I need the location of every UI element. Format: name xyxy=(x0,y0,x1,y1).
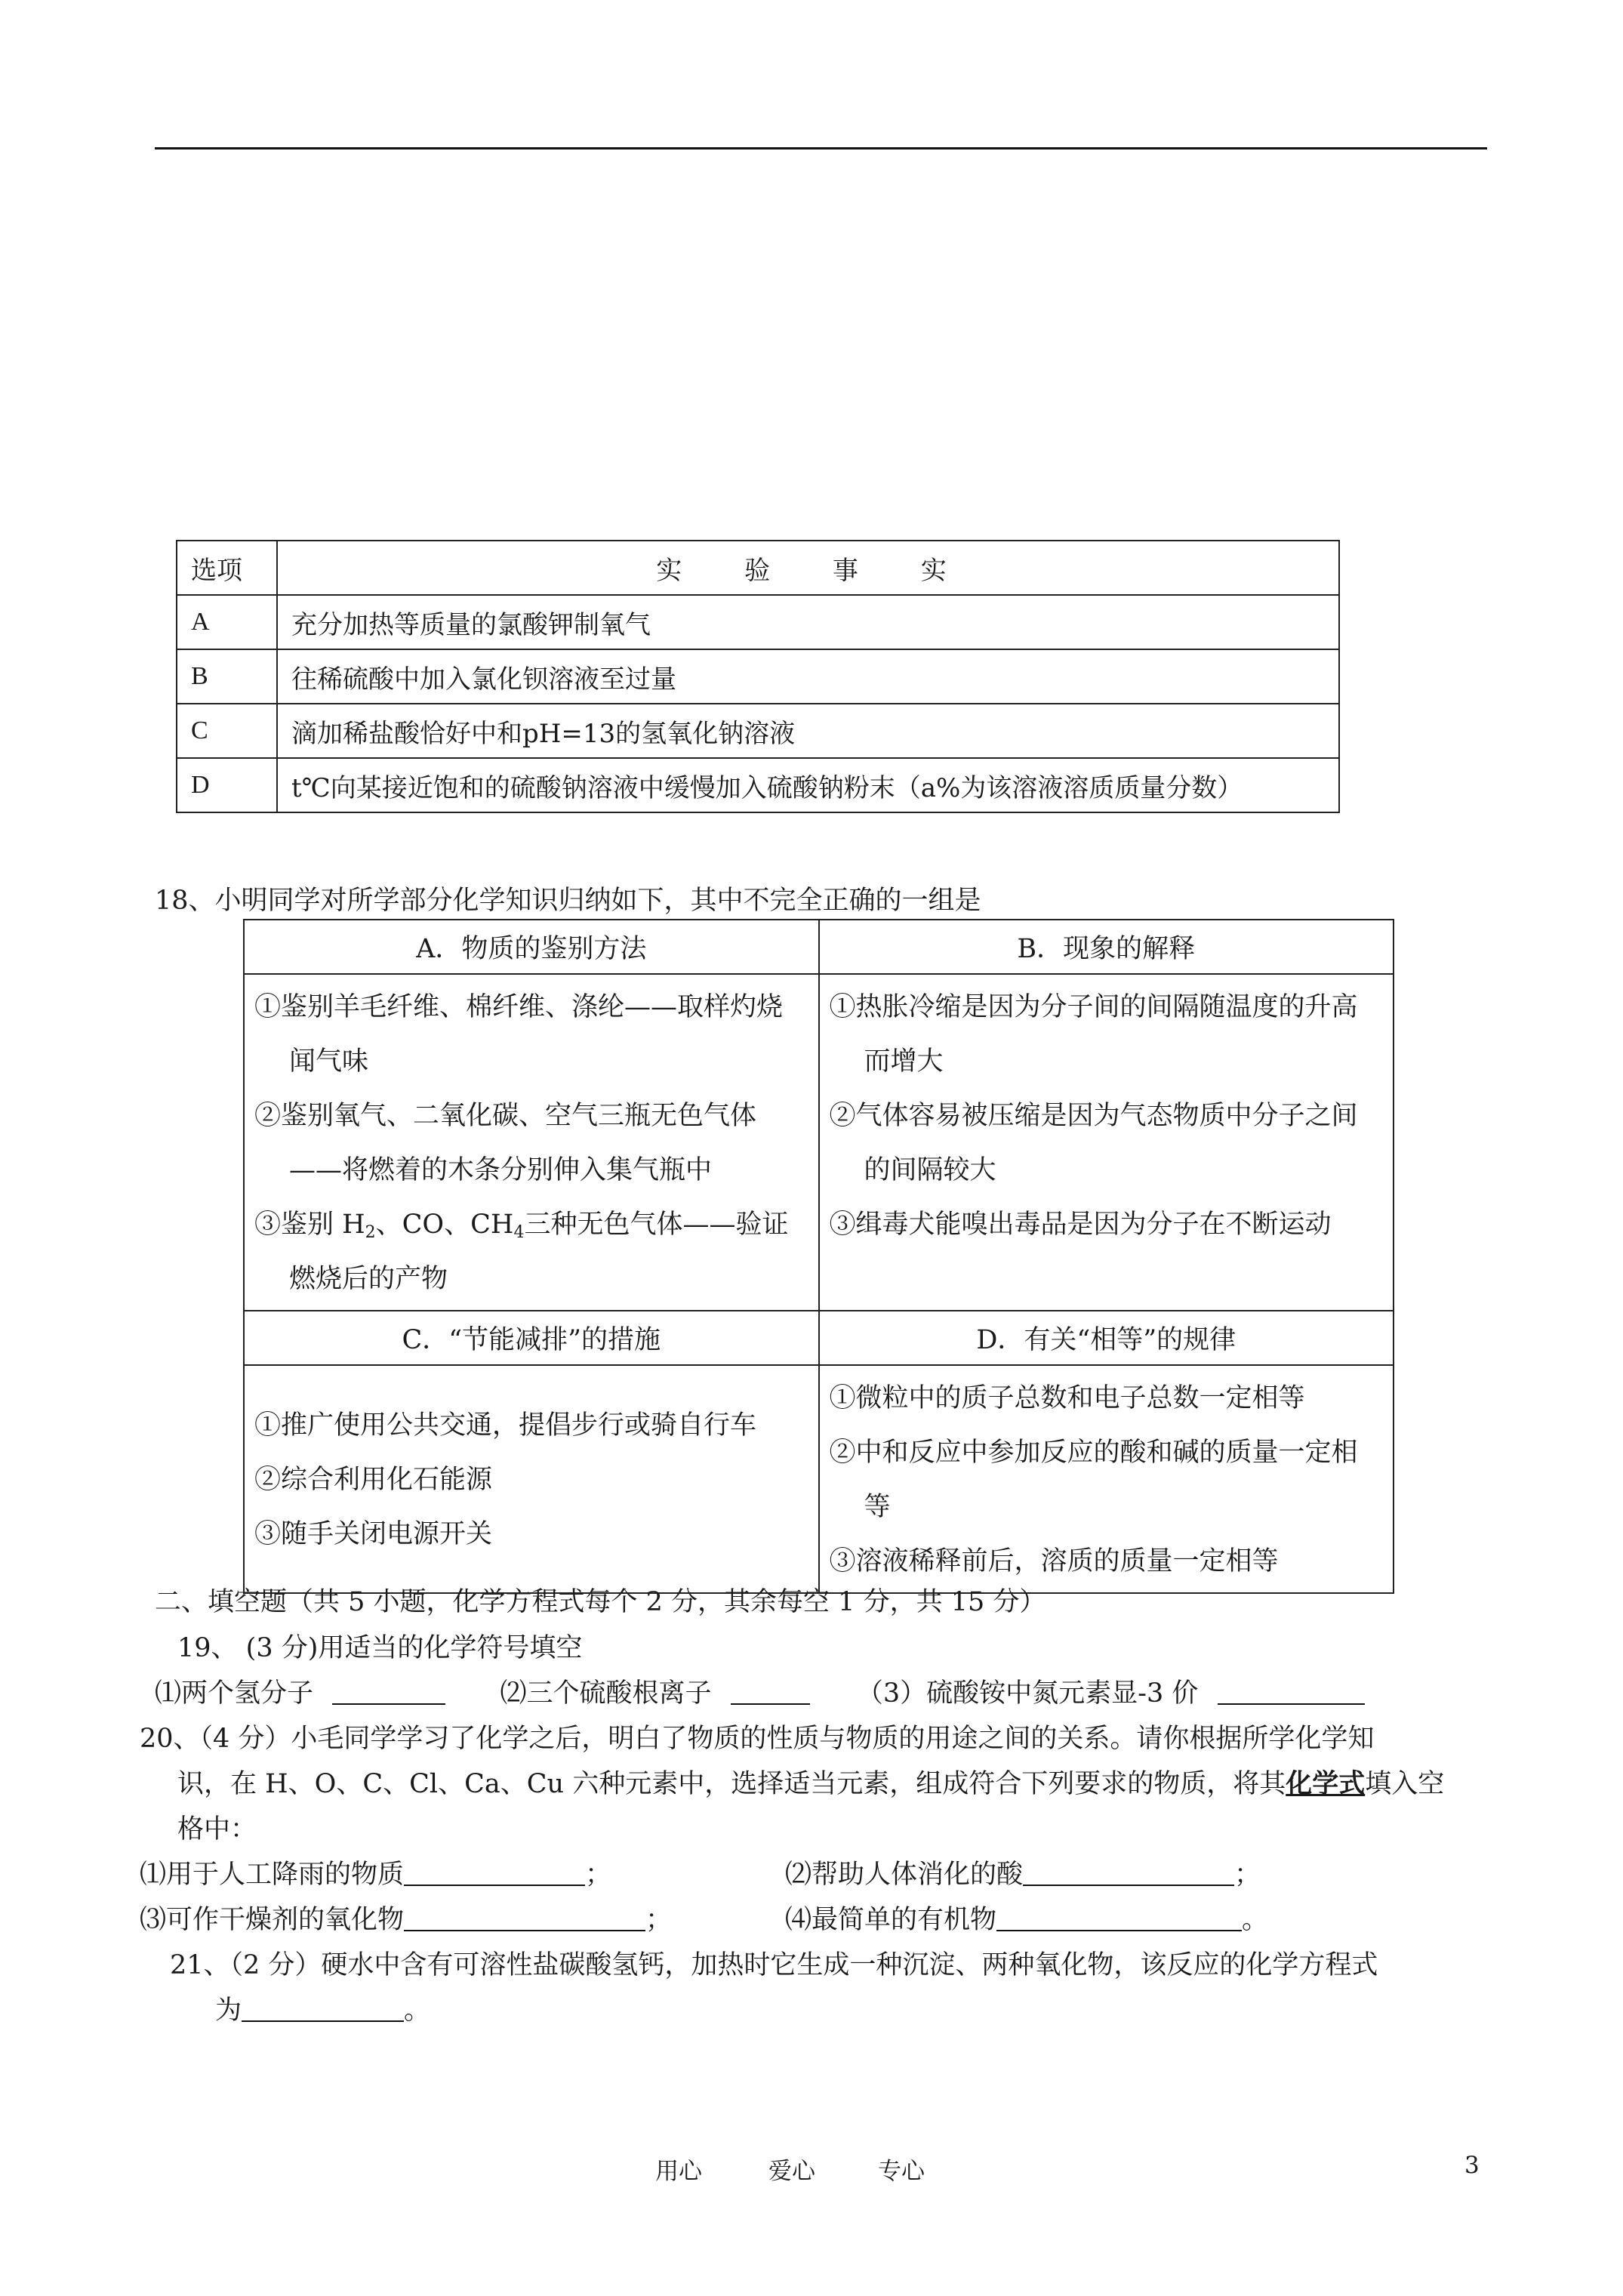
list-item: ③溶液稀释前后，溶质的质量一定相等 xyxy=(829,1546,1279,1576)
question-18-stem: 18、小明同学对所学部分化学知识归纳如下，其中不完全正确的一组是 xyxy=(155,886,981,916)
section-b-title: B．现象的解释 xyxy=(819,920,1394,974)
list-item: ②气体容易被压缩是因为气态物质中分子之间的间隔较大 xyxy=(829,1101,1358,1185)
section-a-content xyxy=(244,974,819,1311)
row-option: B xyxy=(177,649,277,704)
section-2-note: （共 5 小题，化学方程式每个 2 分，其余每空 1 分，共 15 分） xyxy=(287,1587,1046,1617)
table-header-row xyxy=(177,541,1339,595)
experiment-facts-table xyxy=(176,540,1340,813)
q20-answer-1[interactable] xyxy=(404,1860,585,1886)
footer-motto-1: 用心 xyxy=(655,2158,702,2185)
row-option: C xyxy=(177,704,277,758)
list-item: ③鉴别 $H_2$、CO、$CH_4$三种无色气体——验证燃烧后的产物 xyxy=(254,1210,789,1294)
question-20-line-2: 识，在 H、O、C、Cl、Ca、Cu 六种元素中，选择适当元素，组成符合下列要求的物质，将其化学式填入空 xyxy=(177,1768,1445,1799)
table-row xyxy=(177,595,1339,649)
section-a-title: A．物质的鉴别方法 xyxy=(244,920,819,974)
list-item: ③缉毒犬能嗅出毒品是因为分子在不断运动 xyxy=(829,1210,1332,1240)
table-row xyxy=(177,758,1339,812)
q19-part-2: ⑵三个硫酸根离子 xyxy=(500,1678,712,1709)
row-option: D xyxy=(177,758,277,812)
q20-part-1: ⑴用于人工降雨的物质 xyxy=(140,1860,405,1890)
q19-answer-2[interactable] xyxy=(731,1679,810,1705)
row-fact: 滴加稀盐酸恰好中和pH=13的氢氧化钠溶液 xyxy=(277,704,1339,758)
q20-answer-4[interactable] xyxy=(996,1906,1242,1931)
q20-answer-3[interactable] xyxy=(404,1906,645,1931)
question-20-line-3: 格中： xyxy=(177,1814,257,1845)
q20-part-4: ⑷最简单的有机物 xyxy=(785,1905,997,1935)
section-d-title: D．有关“相等”的规律 xyxy=(819,1311,1394,1365)
page-number: 3 xyxy=(1464,2152,1480,2179)
list-item: ③随手关闭电源开关 xyxy=(254,1519,493,1549)
section-c-content xyxy=(244,1365,819,1593)
question-19-stem: 19、 (3 分)用适当的化学符号填空 xyxy=(177,1633,583,1663)
footer-motto-2: 爱心 xyxy=(768,2158,815,2185)
q20-part-1-row: ⑴用于人工降雨的物质 ； xyxy=(140,1860,612,1890)
list-item: ②鉴别氧气、二氧化碳、空气三瓶无色气体——将燃着的木条分别伸入集气瓶中 xyxy=(254,1101,757,1185)
q19-part-1: ⑴两个氢分子 xyxy=(155,1678,314,1709)
list-item: ①热胀冷缩是因为分子间的间隔随温度的升高而增大 xyxy=(829,992,1358,1077)
q19-part-3: （3）硫酸铵中氮元素显-3 价 xyxy=(856,1678,1199,1709)
q20-part-3-row: ⑶可作干燥剂的氧化物 ； xyxy=(140,1905,673,1935)
q19-answer-1[interactable] xyxy=(332,1679,445,1705)
section-d-content xyxy=(819,1365,1394,1593)
q20-part-4-row: ⑷最简单的有机物 。 xyxy=(785,1905,1269,1935)
table-row xyxy=(177,649,1339,704)
table-row xyxy=(177,704,1339,758)
q20-answer-2[interactable] xyxy=(1023,1860,1234,1886)
keyword-chemical-formula: 化学式 xyxy=(1286,1768,1366,1799)
q20-part-2: ⑵帮助人体消化的酸 xyxy=(785,1860,1024,1890)
section-c-title: C．“节能减排”的措施 xyxy=(244,1311,819,1365)
row-fact: 往稀硫酸中加入氯化钡溶液至过量 xyxy=(277,649,1339,704)
q20-part-3: ⑶可作干燥剂的氧化物 xyxy=(140,1905,405,1935)
list-item: ②中和反应中参加反应的酸和碱的质量一定相等 xyxy=(829,1438,1358,1522)
row-fact: t℃向某接近饱和的硫酸钠溶液中缓慢加入硫酸钠粉末（a%为该溶液溶质质量分数） xyxy=(277,758,1339,812)
list-item: ②综合利用化石能源 xyxy=(254,1465,493,1495)
question-19-parts xyxy=(155,1678,1365,1709)
list-item: ①推广使用公共交通，提倡步行或骑自行车 xyxy=(254,1410,757,1441)
section-b-content xyxy=(819,974,1394,1311)
row-fact: 充分加热等质量的氯酸钾制氧气 xyxy=(277,595,1339,649)
section-2-heading xyxy=(155,1587,1046,1617)
header-fact: 实 验 事 实 xyxy=(277,541,1339,595)
question-21-line-1: 21、（2 分）硬水中含有可溶性盐碳酸氢钙，加热时它生成一种沉淀、两种氧化物，该反应的化学方程式 xyxy=(170,1950,1378,1980)
q19-answer-3[interactable] xyxy=(1218,1679,1365,1705)
list-item: ①微粒中的质子总数和电子总数一定相等 xyxy=(829,1383,1305,1413)
header-rule xyxy=(155,147,1487,149)
section-2-title: 二、填空题 xyxy=(155,1587,288,1617)
list-item: ①鉴别羊毛纤维、棉纤维、涤纶——取样灼烧闻气味 xyxy=(254,992,784,1077)
row-option: A xyxy=(177,595,277,649)
q21-answer[interactable] xyxy=(242,1996,404,2022)
question-21-line-2: 为 。 xyxy=(215,1996,431,2026)
footer-motto-3: 专心 xyxy=(878,2158,925,2185)
header-option: 选项 xyxy=(177,541,277,595)
knowledge-summary-table xyxy=(243,919,1394,1594)
question-20-line-1: 20、（4 分）小毛同学学习了化学之后，明白了物质的性质与物质的用途之间的关系。请你根据所学化学知 xyxy=(140,1724,1375,1754)
q20-part-2-row: ⑵帮助人体消化的酸 ； xyxy=(785,1860,1261,1890)
